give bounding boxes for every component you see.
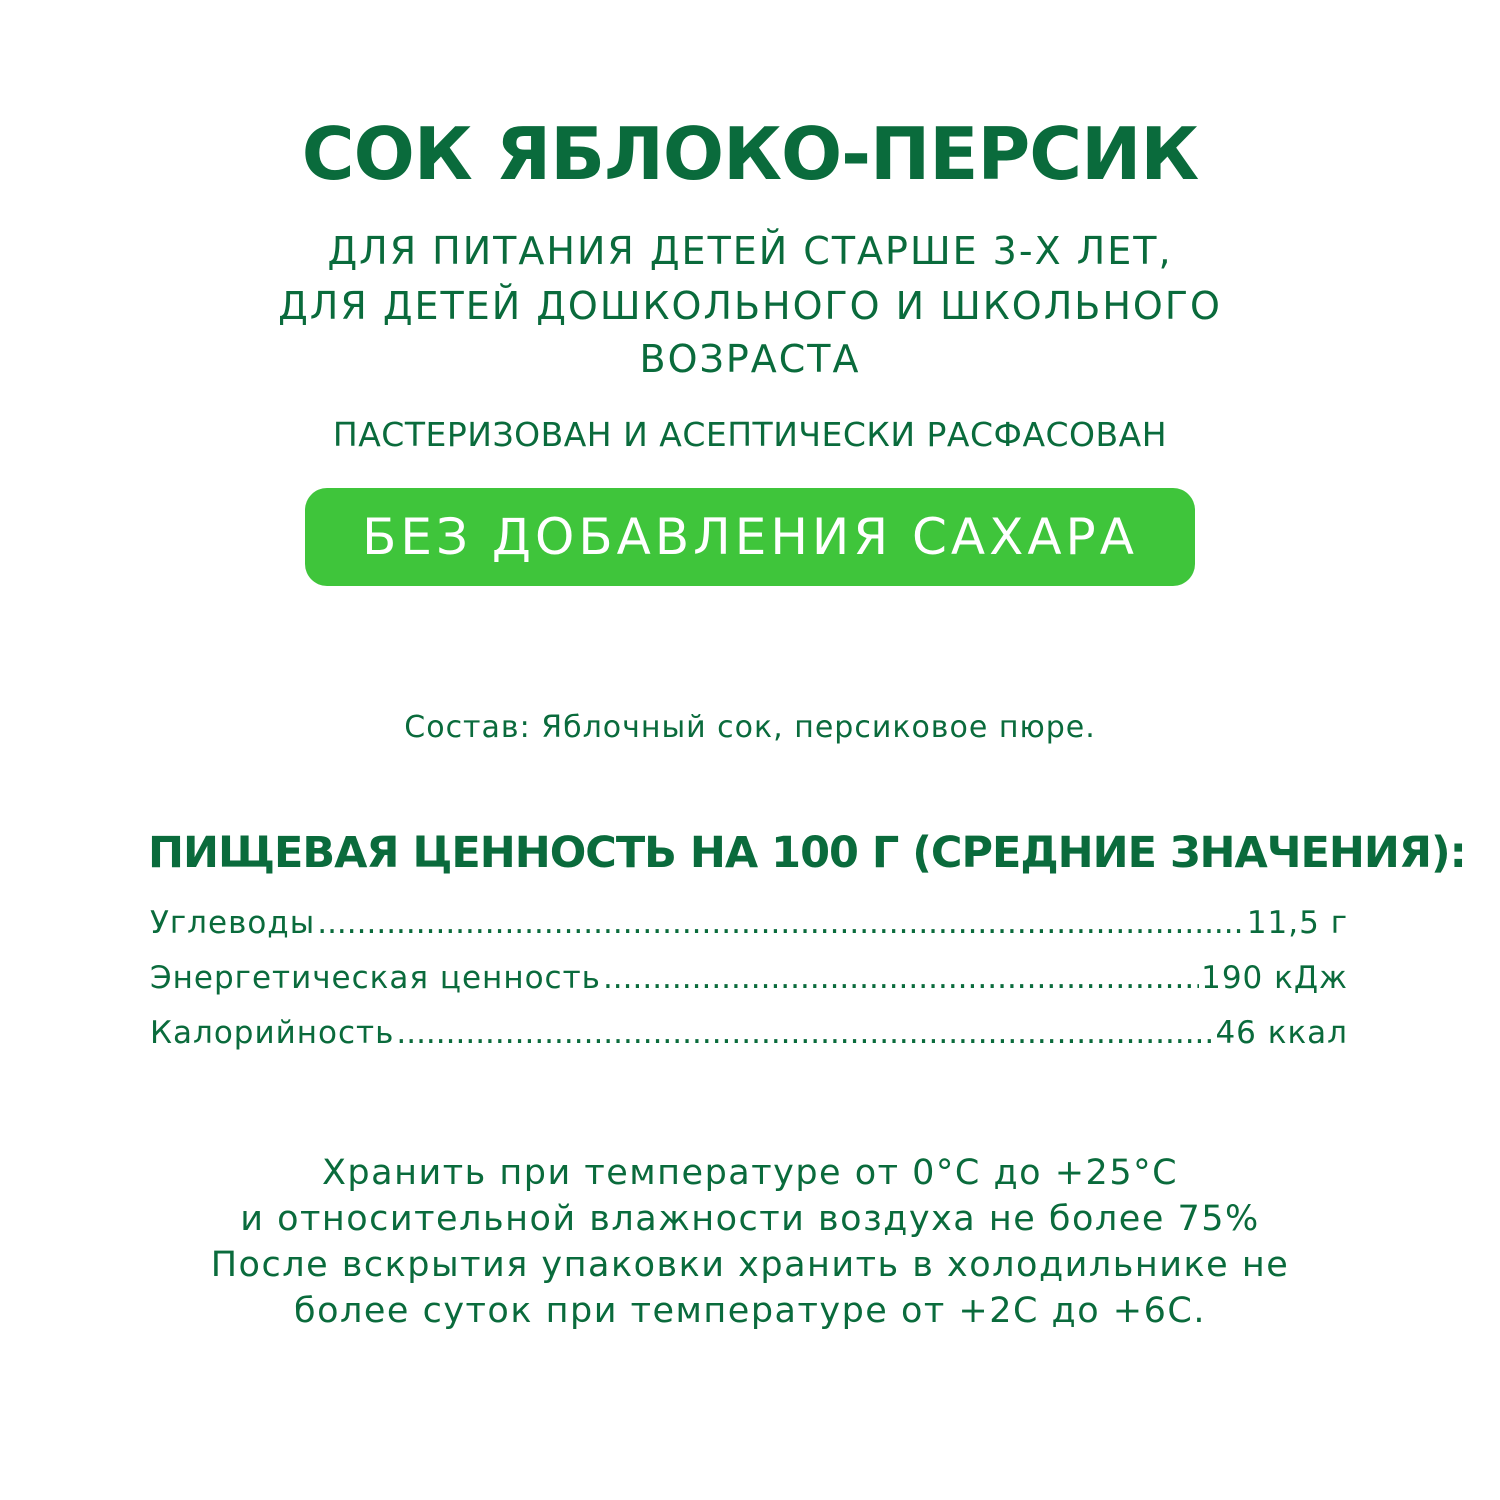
nutrition-row-energy: [150, 960, 1348, 1015]
nutrition-row-value: 190 кДж: [1201, 960, 1348, 996]
dot-leader: [317, 905, 1245, 941]
subtitle-line-2: ДЛЯ ДЕТЕЙ ДОШКОЛЬНОГО И ШКОЛЬНОГО: [278, 284, 1222, 328]
processing-note: ПАСТЕРИЗОВАН И АСЕПТИЧЕСКИ РАСФАСОВАН: [332, 415, 1168, 454]
dot-leader: [396, 1015, 1213, 1051]
storage-line-3: После вскрытия упаковки хранить в холодильнике не: [210, 1245, 1290, 1285]
dot-leader: [603, 960, 1199, 996]
storage-line-1: Хранить при температуре от 0°С до +25°С: [321, 1153, 1179, 1193]
storage-line-2: и относительной влажности воздуха не более 75%: [240, 1199, 1260, 1239]
nutrition-table: [150, 905, 1348, 1070]
nutrition-row-value: 11,5 г: [1246, 905, 1348, 941]
no-sugar-badge-label: БЕЗ ДОБАВЛЕНИЯ САХАРА: [362, 508, 1138, 566]
nutrition-row-carbohydrates: [150, 905, 1348, 960]
subtitle-line-1: ДЛЯ ПИТАНИЯ ДЕТЕЙ СТАРШЕ 3-Х ЛЕТ,: [327, 229, 1173, 273]
product-title: СОК ЯБЛОКО-ПЕРСИК: [301, 112, 1199, 196]
nutrition-row-label: Углеводы: [150, 905, 316, 941]
no-sugar-badge: [305, 488, 1195, 586]
storage-line-4: более суток при температуре от +2С до +6С.: [294, 1291, 1206, 1331]
composition-text: Состав: Яблочный сок, персиковое пюре.: [404, 710, 1096, 745]
storage-instructions: [0, 1150, 1500, 1334]
nutrition-row-label: Энергетическая ценность: [150, 960, 601, 996]
nutrition-row-value: 46 ккал: [1215, 1015, 1348, 1051]
nutrition-heading: ПИЩЕВАЯ ЦЕННОСТЬ НА 100 Г (СРЕДНИЕ ЗНАЧЕНИЯ):: [148, 828, 1466, 878]
nutrition-row-calories: [150, 1015, 1348, 1070]
subtitle-line-3: ВОЗРАСТА: [639, 337, 861, 381]
nutrition-row-label: Калорийность: [150, 1015, 395, 1051]
